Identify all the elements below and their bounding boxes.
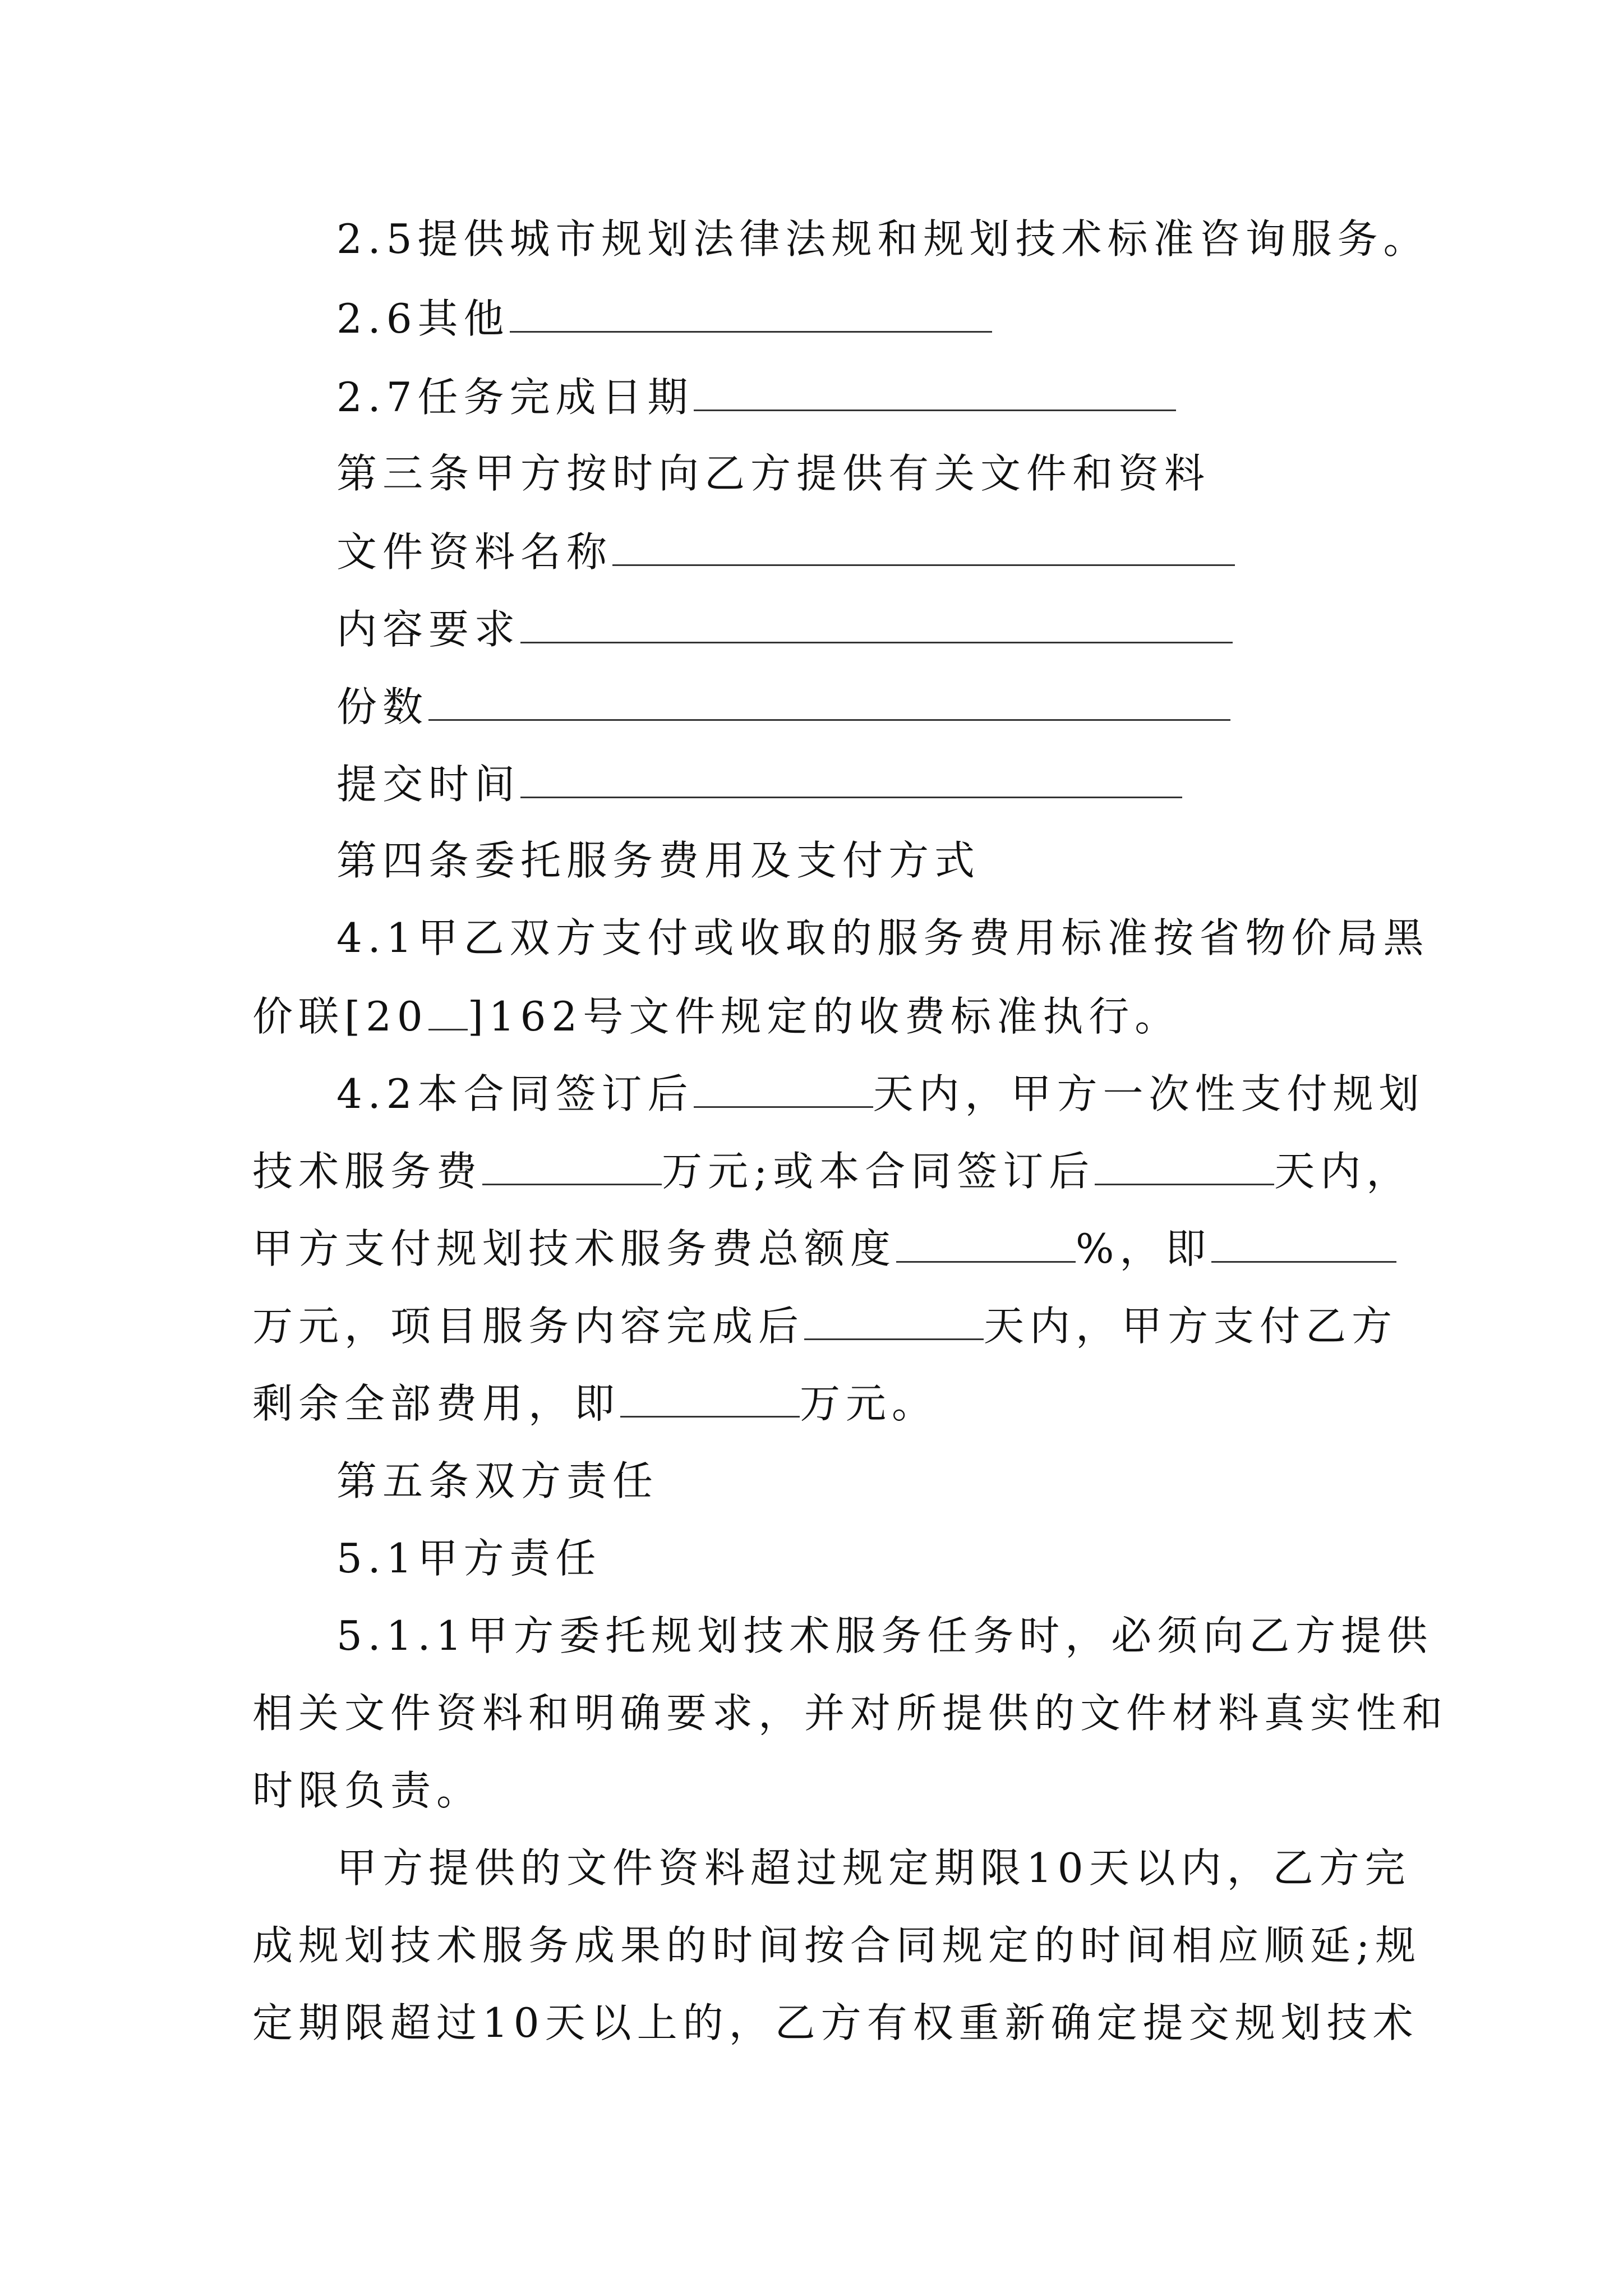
submit-time-label: 提交时间 [336,761,521,808]
clause-4-2-text-e: 天内， [1274,1148,1413,1195]
year-blank[interactable] [428,995,468,1030]
clause-4-2-line3 [252,1225,1396,1272]
completion-date-blank[interactable] [694,376,1176,411]
document-name-blank[interactable] [612,531,1235,566]
other-blank[interactable] [510,297,992,333]
copies-blank[interactable] [428,685,1230,721]
clause-4-2-text-f: 甲方支付规划技术服务费总额度 [252,1225,897,1272]
clause-4-2-text-i: 天内，甲方支付乙方 [984,1303,1398,1350]
document-name-label: 文件资料名称 [336,528,613,576]
clause-4-2-text-k: 万元。 [800,1380,938,1427]
clause-4-2-line1 [336,1070,1425,1117]
clause-2-7-label: 2.7任务完成日期 [336,374,694,421]
clause-4-1-line2 [252,993,1181,1040]
clause-2-7 [336,374,1176,421]
content-requirement-row [336,606,1233,653]
copies-label: 份数 [336,683,429,730]
clause-4-2-line4 [252,1303,1398,1350]
article-5-heading: 第五条双方责任 [336,1457,659,1504]
clause-4-2-text-g: %，即 [1076,1225,1212,1272]
clause-5-1-1-line1: 5.1.1甲方委托规划技术服务任务时，必须向乙方提供 [336,1612,1433,1659]
clause-4-2-text-a: 4.2本合同签订后 [336,1070,694,1117]
service-fee-blank[interactable] [482,1150,662,1185]
content-requirement-label: 内容要求 [336,606,521,653]
clause-4-2-line2 [252,1148,1413,1195]
clause-4-2-text-d: 万元;或本合同签订后 [662,1148,1095,1195]
submit-time-row [336,761,1182,808]
article-4-heading: 第四条委托服务费用及支付方式 [336,837,981,884]
clause-4-2-text-c: 技术服务费 [252,1148,483,1195]
days-blank-2[interactable] [1095,1150,1274,1185]
amount-blank[interactable] [1211,1227,1396,1263]
clause-4-1-line1: 4.1甲乙双方支付或收取的服务费用标准按省物价局黑 [336,914,1430,961]
clause-2-5: 2.5提供城市规划法律法规和规划技术标准咨询服务。 [336,215,1430,263]
days-after-completion-blank[interactable] [804,1305,984,1340]
content-requirement-blank[interactable] [520,608,1233,643]
clause-4-2-line5 [252,1380,938,1427]
paragraph-line2: 成规划技术服务成果的时间按合同规定的时间相应顺延;规 [252,1922,1422,1969]
paragraph-line3: 定期限超过10天以上的，乙方有权重新确定提交规划技术 [252,1999,1419,2046]
percent-blank[interactable] [896,1227,1076,1263]
document-name-row [336,528,1235,576]
clause-4-1-text-b: ]162号文件规定的收费标准执行。 [467,993,1181,1040]
clause-2-6-label: 2.6其他 [336,295,510,342]
paragraph-line1: 甲方提供的文件资料超过规定期限10天以内，乙方完 [336,1844,1411,1892]
remaining-amount-blank[interactable] [620,1382,800,1418]
clause-5-1: 5.1甲方责任 [336,1535,602,1582]
clause-4-1-text-a: 价联[20 [252,993,428,1040]
article-3-heading: 第三条甲方按时向乙方提供有关文件和资料 [336,450,1211,497]
clause-4-2-text-b: 天内，甲方一次性支付规划 [873,1070,1425,1117]
clause-4-2-text-j: 剩余全部费用，即 [252,1380,621,1427]
copies-row [336,683,1230,730]
clause-4-2-text-h: 万元，项目服务内容完成后 [252,1303,805,1350]
days-after-signing-blank[interactable] [694,1073,873,1108]
clause-5-1-1-line2: 相关文件资料和明确要求，并对所提供的文件材料真实性和 [252,1690,1449,1737]
submit-time-blank[interactable] [520,763,1182,798]
clause-5-1-1-line3: 时限负责。 [252,1767,483,1814]
clause-2-6 [336,295,992,342]
